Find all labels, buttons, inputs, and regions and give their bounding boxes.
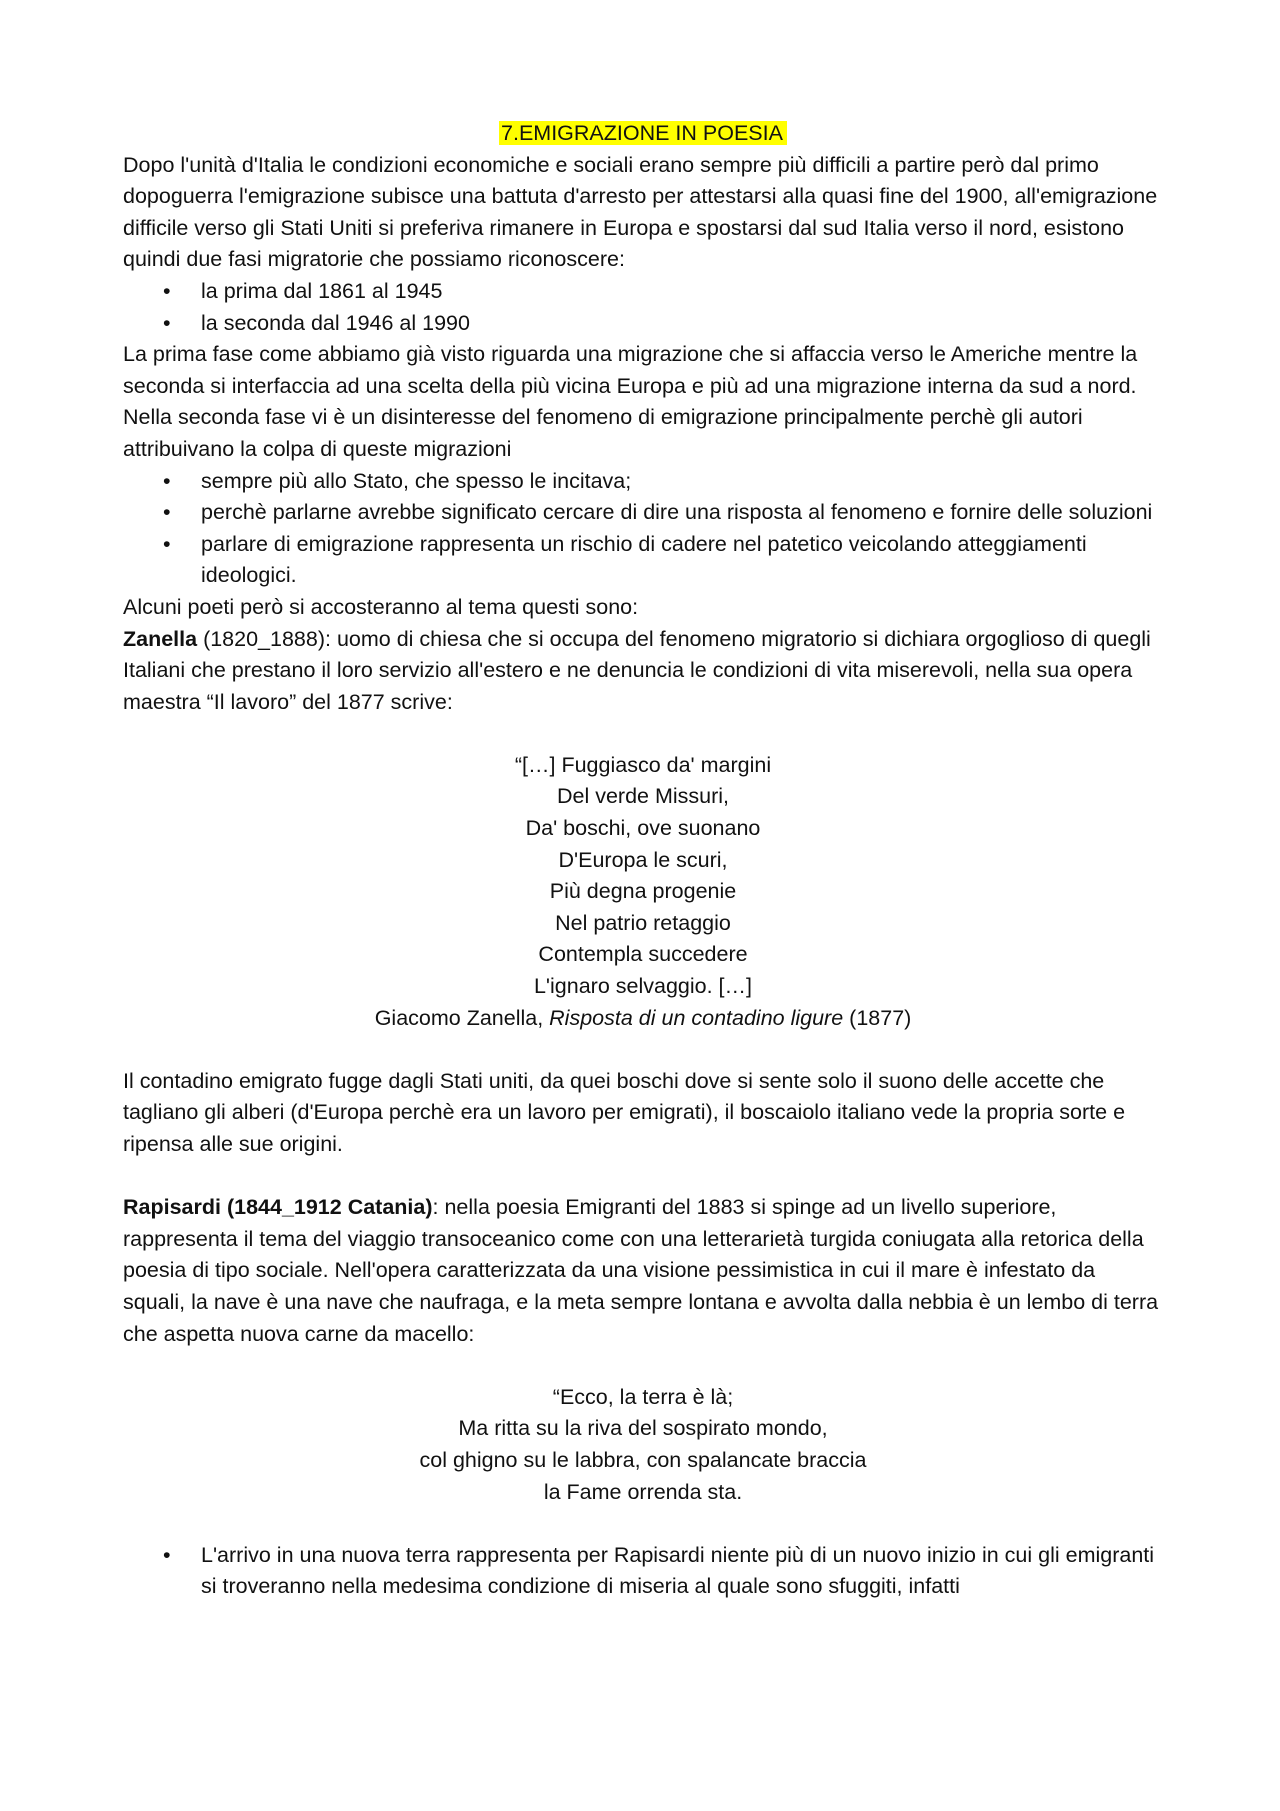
intro-paragraph: Dopo l'unità d'Italia le condizioni economiche e sociali erano sempre più difficili a partire però dal primo dopoguerra l'emigrazione subisce una battuta d'arresto per attestarsi alla quasi fine del 1900, all'emigrazione difficile verso gli Stati Uniti si preferiva rimanere in Europa e spostarsi dal sud Italia verso il nord, esistono quindi due fasi migratorie che possiamo riconoscere: (123, 152, 1158, 272)
citation-author: Giacomo Zanella, (374, 1005, 550, 1030)
poem-rapisardi (123, 1382, 1163, 1508)
poem-line: Più degna progenie (549, 879, 737, 904)
poem-line: col ghigno su le labbra, con spalancate braccia (419, 1447, 867, 1472)
list-item: • parlare di emigrazione rappresenta un rischio di cadere nel patetico veicolando atteggiamenti ideologici. (123, 529, 1163, 592)
spacer (123, 1350, 1163, 1382)
reasons-list (123, 466, 1163, 592)
paragraph-contadino: Il contadino emigrato fugge dagli Stati uniti, da quei boschi dove si sente solo il suono delle accette che tagliano gli alberi (d'Europa perchè era un lavoro per emigrati), il boscaiolo italiano vede la propria sorte e ripensa alle sue origini. (123, 1068, 1126, 1156)
paragraph-second-phase: Nella seconda fase vi è un disinteresse del fenomeno di emigrazione principalmente perchè gli autori attribuivano la colpa di queste migrazioni (123, 405, 1083, 461)
spacer (123, 1508, 1163, 1540)
list-item: • la prima dal 1861 al 1945 (123, 276, 1163, 308)
poem-citation (123, 1003, 1163, 1035)
poem-line: Ma ritta su la riva del sospirato mondo, (458, 1416, 828, 1441)
poem-line: “[…] Fuggiasco da' margini (514, 752, 772, 777)
poem-line: Del verde Missuri, (556, 784, 730, 809)
paragraph-phases-description: La prima fase come abbiamo già visto riguarda una migrazione che si affaccia verso le Americhe mentre la seconda si interfaccia ad una scelta della più vicina Europa e più ad una migrazione interna da sud a nord. (123, 342, 1138, 398)
final-list (123, 1540, 1163, 1603)
poem-line: D'Europa le scuri, (558, 847, 728, 872)
document-page (123, 118, 1163, 1603)
spacer (123, 718, 1163, 750)
list-item: • L'arrivo in una nuova terra rappresenta per Rapisardi niente più di un nuovo inizio in cui gli emigranti si troveranno nella medesima condizione di miseria al quale sono sfuggiti, infatti (123, 1540, 1163, 1603)
spacer (123, 1161, 1163, 1193)
phases-list (123, 276, 1163, 339)
paragraph-poets-intro: Alcuni poeti però si accosteranno al tema questi sono: (123, 594, 639, 619)
poem-line: Nel patrio retaggio (555, 910, 731, 935)
page-title: 7.EMIGRAZIONE IN POESIA (499, 121, 787, 145)
poem-line: Da' boschi, ove suonano (525, 816, 761, 841)
title-row (123, 118, 1163, 150)
list-item: • perchè parlarne avrebbe significato cercare di dire una risposta al fenomeno e fornire delle soluzioni (123, 497, 1163, 529)
rapisardi-paragraph (123, 1192, 1163, 1350)
zanella-text: (1820_1888): uomo di chiesa che si occupa del fenomeno migratorio si dichiara orgoglioso di quegli Italiani che prestano il loro servizio all'estero e ne denuncia le condizioni di vita miserevoli, nella sua opera maestra “Il lavoro” del 1877 scrive: (123, 626, 1151, 714)
list-item: • la seconda dal 1946 al 1990 (123, 308, 1163, 340)
poem-line: L'ignaro selvaggio. […] (533, 974, 753, 999)
list-item: • sempre più allo Stato, che spesso le incitava; (123, 466, 1163, 498)
rapisardi-name: Rapisardi (1844_1912 Catania) (123, 1195, 433, 1220)
poem-zanella (123, 750, 1163, 1034)
zanella-name: Zanella (123, 626, 198, 651)
citation-work: Risposta di un contadino ligure (549, 1005, 844, 1030)
citation-year: (1877) (843, 1005, 912, 1030)
rapisardi-text: : nella poesia Emigranti del 1883 si spinge ad un livello superiore, rappresenta il tema del viaggio transoceanico come con una letterarietà turgida coniugata alla retorica della poesia di tipo sociale. Nell'opera caratterizzata da una visione pessimistica in cui il mare è infestato da squali, la nave è una nave che naufraga, e la meta sempre lontana e avvolta dalla nebbia è un lembo di terra che aspetta nuova carne da macello: (123, 1195, 1159, 1346)
zanella-paragraph (123, 624, 1163, 719)
poem-line: “Ecco, la terra è là; (552, 1384, 734, 1409)
poem-line: Contempla succedere (538, 942, 748, 967)
spacer (123, 1034, 1163, 1066)
poem-line: la Fame orrenda sta. (543, 1479, 743, 1504)
